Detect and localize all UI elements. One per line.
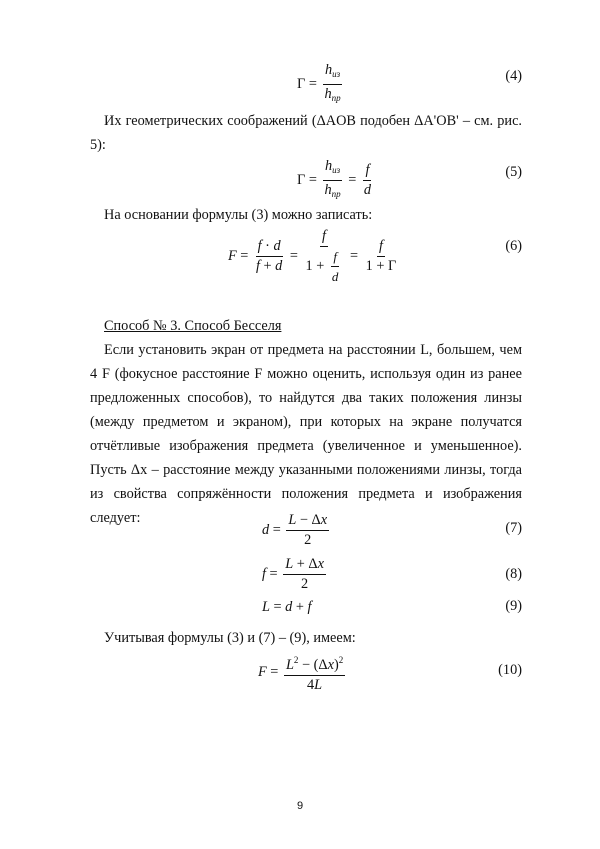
equation-number-6: (6) [505,238,522,254]
formulas-7-9-paragraph: Учитывая формулы (3) и (7) – (9), имеем: [104,630,356,646]
equation-number-7: (7) [505,520,522,536]
equation-number-10: (10) [498,662,522,678]
equation-9: L = d + f [262,599,312,615]
equation-number-9: (9) [505,598,522,614]
equation-number-8: (8) [505,566,522,582]
section-heading-text: Способ № 3. Способ Бесселя [104,318,282,334]
equation-number-5: (5) [505,164,522,180]
equation-5: Г = $\frac{h_{из}}{h_{пр}}$ = $\frac{f}{d}$ [297,158,372,199]
page-number: 9 [296,800,304,812]
formula3-paragraph: На основании формулы (3) можно записать: [104,207,373,223]
equation-8: f = $\frac{L + \Delta x}{2}$ [262,556,324,592]
equation-4: Г = $\frac{h_{из}}{h_{пр}}$ [297,62,341,103]
equation-number-4: (4) [505,68,522,84]
section-heading [90,314,522,338]
equation-7: d = $\frac{L - \Delta x}{2}$ [262,512,328,548]
equation-6: F = $\frac{f \cdot d}{f + d}$ = f 1 + $\frac{f}{d}$ = $\frac{f}{1 + Г}$ [228,228,397,284]
equation-10: F = $\frac{L^2 - (\Delta x)^2}{4L}$ [258,652,347,708]
intro-paragraph: Их геометрических соображений (ΔAOB подобен ΔA'OB' – см. рис. 5): [90,113,522,153]
bessel-paragraph: Если установить экран от предмета на расстоянии L, большем, чем 4 F (фокусное расстояние F можно оценить, используя один из ранее предложенных способов), то найдутся два таких положения линзы (между предметом и экраном), при которых на экране получатся отчётливые изображения предмета (увеличенное и уменьшенное). Пусть Δx – расстояние между указанными положениями линзы, тогда из свойства сопряжённости положения предмета и изображения следует: [90,342,522,526]
